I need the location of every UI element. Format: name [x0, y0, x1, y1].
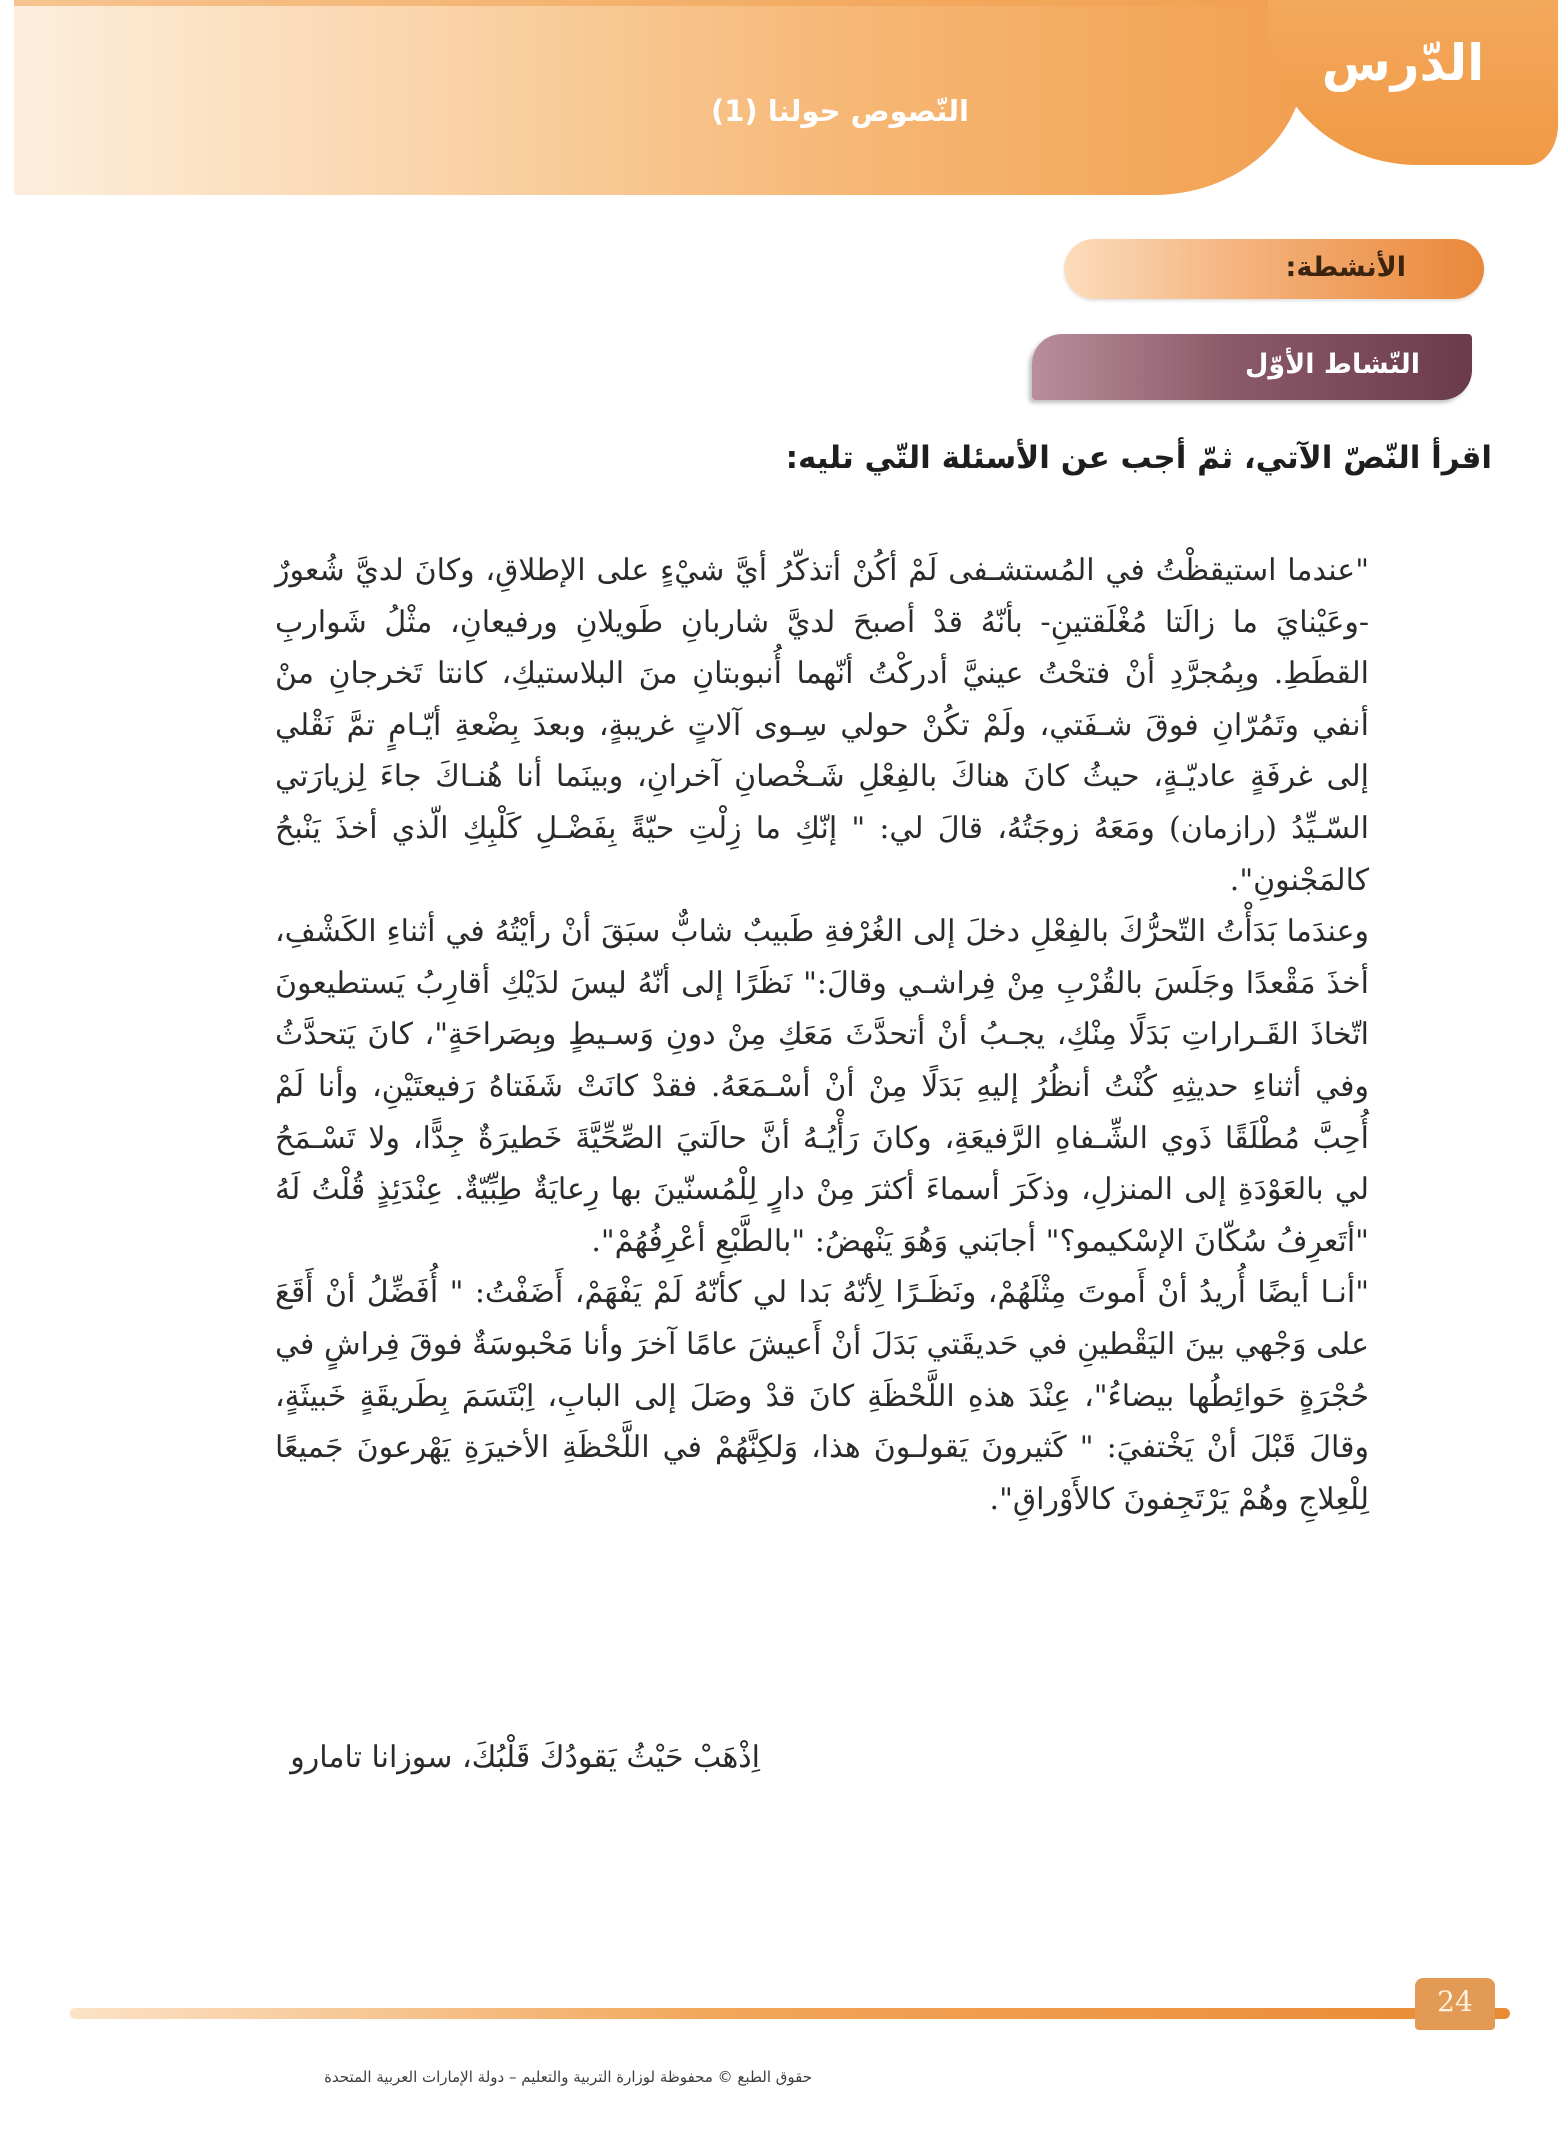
passage-paragraph: "أنـا أيضًا أُريدُ أنْ أَموتَ مِثْلَهُمْ، ونَظَـرًا لِأنّهُ بَدا لي كأنّهُ لَمْ يَفْهَمْ، أَضَفْتُ: " أُفَضِّلُ أنْ أَقَعَ على وَجْهي بينَ اليَقْطينِ في حَديقَتي بَدَلَ أنْ أَعيشَ عامًا آخرَ وأنا مَحْبوسَةٌ فوقَ فِراشٍ في حُجْرَةٍ حَوائِطُها بيضاءُ"، عِنْدَ هذهِ اللَّحْظَةِ كانَ قدْ وصَلَ إلى البابِ، اِبْتَسَمَ بِطَريقَةٍ خَبيثَةٍ، وقالَ قَبْلَ أنْ يَخْتفيَ: " كَثيرونَ يَقولـونَ هذا، وَلكِنَّهُمْ في اللَّحْظَةِ الأخيرَةِ يَهْرعونَ جَميعًا لِلْعِلاجِ وهُمْ يَرْتَجِفونَ كالأَوْراقِ". [275, 1275, 1369, 1517]
activities-heading [1064, 239, 1484, 299]
reading-passage [275, 545, 1369, 1525]
activity1-heading-label: النّشاط الأوّل [1244, 349, 1420, 380]
activity-instruction: اقرأ النّصّ الآتي، ثمّ أجب عن الأسئلة التّي تليه: [785, 440, 1492, 476]
copyright-notice: حقوق الطبع © محفوظة لوزارة التربية والتعليم – دولة الإمارات العربية المتحدة [324, 2068, 812, 2086]
page-number: 24 [1437, 1985, 1473, 2018]
passage-source: اِذْهَبْ حَيْثُ يَقودُكَ قَلْبُكَ، سوزانا تامارو [290, 1740, 760, 1775]
activities-heading-label: الأنشطة: [1285, 252, 1406, 283]
activity1-heading [1032, 334, 1472, 400]
passage-paragraph: "عندما استيقظْتُ في المُستشـفى لَمْ أكُنْ أتذكّرُ أيَّ شيْءٍ على الإطلاقِ، وكانَ لديَّ شُعورٌ -وعَيْنايَ ما زالَتا مُغْلَقتينِ- بأنّهُ قدْ أصبحَ لديَّ شاربانِ طَويلانِ ورفيعانِ، مثْلُ شَواربِ القطَطِ. وبِمُجرَّدِ أنْ فتحْتُ عينيَّ أدركْتُ أنّهما أُنبوبتانِ منَ البلاستيكِ، كانتا تَخرجانِ منْ أنفي وتَمُرّانِ فوقَ شـفَتي، ولَمْ تكُنْ حولي سِـوى آلاتٍ غريبةٍ، وبعدَ بِضْعةِ أيّـامٍ تمَّ نَقْلي إلى غرفَةٍ عاديّـةٍ، حيثُ كانَ هناكَ بالفِعْلِ شَـخْصانِ آخرانِ، وبينَما أنا هُنـاكَ جاءَ لِزيارَتي السّـيِّدُ (رازمان) ومَعَهُ زوجَتُهُ، قالَ لي: " إنّكِ ما زِلْتِ حيّةً بِفَضْـلِ كَلْبِكِ الّذي أخذَ يَنْبحُ كالمَجْنونِ". [275, 553, 1369, 898]
lesson-subtitle: النّصوص حولنا (1) [710, 94, 970, 128]
header-banner [14, 0, 1304, 195]
lesson-title: الدّرس [1321, 34, 1485, 92]
passage-paragraph: وعندَما بَدَأْتُ التّحرُّكَ بالفِعْلِ دخلَ إلى الغُرْفةِ طَبيبٌ شابٌّ سبَقَ أنْ رأيْتُهُ في أثناءِ الكَشْفِ، أخذَ مَقْعدًا وجَلَسَ بالقُرْبِ مِنْ فِراشـي وقالَ:" نَظَرًا إلى أنّهُ ليسَ لدَيْكِ أقارِبُ يَستطيعونَ اتّخاذَ القَـراراتِ بَدَلًا مِنْكِ، يجـبُ أنْ أتحدَّثَ مَعَكِ مِنْ دونِ وَسـيطٍ وبِصَراحَةٍ"، كانَ يَتحدَّثُ وفي أثناءِ حديثِهِ كُنْتُ أنظُرُ إليهِ بَدَلًا مِنْ أنْ أسْـمَعَهُ. فقدْ كانَتْ شَفَتاهُ رَفيعتَيْنِ، وأنا لَمْ أُحِبَّ مُطْلَقًا ذَوي الشِّـفاهِ الرَّفيعَةِ، وكانَ رَأْيُـهُ أنَّ حالَتيَ الصِّحِّيَّةَ خَطيرَةٌ جِدًّا، ولا تَسْـمَحُ لي بالعَوْدَةِ إلى المنزلِ، وذكَرَ أسماءَ أكثرَ مِنْ دارٍ لِلْمُسنّينَ بها رِعايَةٌ طِبِّيّةٌ. عِنْدَئِذٍ قُلْتُ لَهُ "أتَعرِفُ سُكّانَ الإسْكيمو؟" أجابَني وَهُوَ يَنْهضُ: "بالطَّبْعِ أعْرِفُهُمْ". [275, 914, 1369, 1259]
header-banner-edge [14, 0, 1304, 6]
footer-divider [70, 2008, 1510, 2019]
